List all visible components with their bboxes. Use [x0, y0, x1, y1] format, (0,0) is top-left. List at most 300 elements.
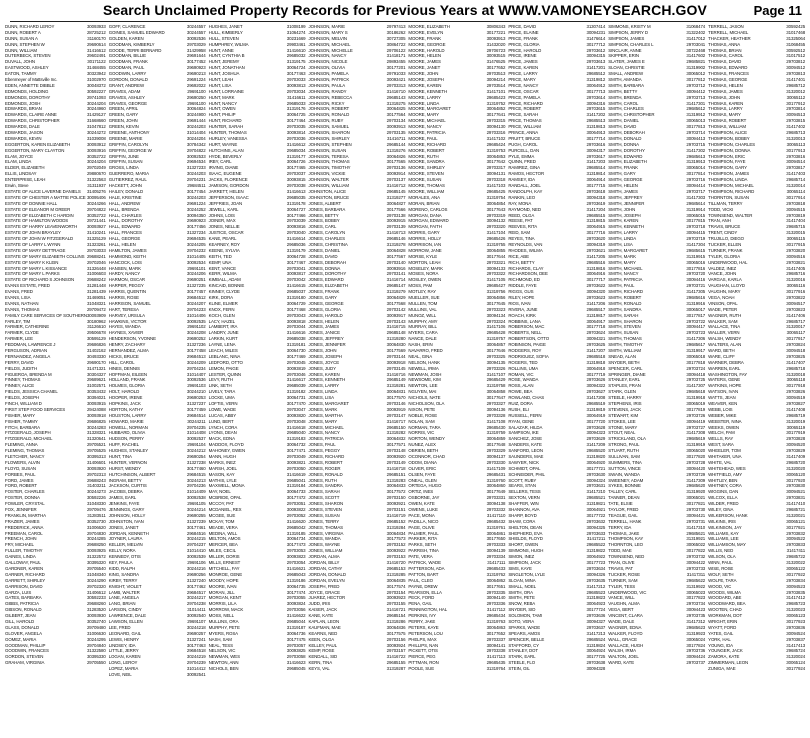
property-id: 29685613: [686, 153, 706, 159]
owner-name: HALL, CHARLES: [108, 212, 142, 218]
owner-name: MURRAY, BILL: [408, 324, 437, 330]
property-id: 30177917: [786, 336, 806, 342]
owner-name: RAMOS, HECTOR: [508, 171, 545, 177]
owner-name: EVANS ESTATE, FRED: [5, 283, 50, 289]
property-id: 29685432: [486, 518, 506, 524]
property-id: 30304327: [86, 371, 106, 377]
property-id: 31319757: [486, 336, 506, 342]
owner-name: GLASS, DONALD: [5, 624, 40, 630]
owner-name: JONES, SCOTT: [308, 495, 340, 501]
owner-name: LAYNE, LENA: [208, 342, 236, 348]
property-id: 30064923: [586, 601, 606, 607]
property-id: 31319762: [486, 571, 506, 577]
owner-name: PATTON, BART: [408, 571, 439, 577]
property-id: 31319280: [386, 336, 406, 342]
owner-name: MOORE, THOMAS: [408, 183, 445, 189]
property-id: 29684514: [186, 412, 206, 418]
owner-name: NGUYEN, MAI: [408, 389, 437, 395]
owner-name: RANKIN, LEO: [508, 194, 536, 200]
property-id: 30094418: [686, 371, 706, 377]
property-id: 29685723: [786, 601, 806, 607]
owner-name: MOORE, MARY: [408, 112, 439, 118]
property-id: 30244219: [186, 654, 206, 660]
owner-name: JONES, RUTH: [308, 477, 337, 483]
property-id: 29685433: [486, 565, 506, 571]
owner-name: MOORE, JANET: [408, 65, 441, 71]
property-id: 29703035: [286, 124, 306, 130]
property-id: 30065018: [686, 353, 706, 359]
property-id: 31319913: [686, 159, 706, 165]
owner-name: NEWELL, IRMA: [408, 365, 439, 371]
property-id: 30177647: [486, 395, 506, 401]
property-id: 30177717: [586, 277, 606, 283]
owner-name: LUCAS, ABBY: [208, 412, 237, 418]
owner-name: EDMONDS, DOROTHY: [5, 94, 51, 100]
owner-name: SMITH, MICHAEL: [608, 265, 643, 271]
property-id: 29703329: [486, 448, 506, 454]
owner-name: PRICE, LARRY: [508, 71, 538, 77]
property-id: 29685721: [786, 507, 806, 513]
owner-name: WALLACE, HUGH: [608, 642, 644, 648]
owner-name: THOMAS, JAKE: [608, 530, 640, 536]
property-id: 30064922: [586, 554, 606, 560]
property-id: 31323261: [86, 241, 106, 247]
property-id: 30093818: [286, 318, 306, 324]
property-id: 31416621: [286, 565, 306, 571]
page-number: Page 11: [753, 3, 802, 18]
owner-name: SMITH, JOHN: [608, 206, 636, 212]
property-id: 31416620: [286, 518, 306, 524]
property-id: 31319823: [586, 595, 606, 601]
owner-name: EVANS, LISA: [5, 294, 31, 300]
property-id: 29690923: [186, 218, 206, 224]
property-id: 31320017: [786, 324, 806, 330]
property-id: 31160170: [87, 35, 106, 41]
property-id: 29703137: [386, 177, 406, 183]
property-id: 30592227: [86, 88, 106, 94]
owner-name: SHIELDS, FLOYD: [508, 536, 543, 542]
owner-name: STEPHENS, IRIS: [608, 401, 642, 406]
owner-name: WYATT, FORD: [708, 624, 737, 630]
owner-name: MAHONEY, GWEN: [208, 448, 246, 454]
property-id: 30177642: [486, 159, 506, 165]
property-id: 30177567: [386, 253, 406, 259]
owner-name: STAFFORD, CY: [508, 642, 540, 648]
property-id: 29685041: [286, 477, 306, 483]
owner-name: JONES, BARBARA: [308, 206, 346, 212]
property-id: 30177713: [586, 88, 606, 94]
property-id: 29703726: [686, 412, 706, 418]
property-id: 31320021: [786, 512, 806, 518]
owner-name: KINNEY, CLYDE: [208, 289, 240, 295]
property-id: 30177568: [386, 300, 406, 306]
property-id: 30093421: [386, 77, 406, 83]
property-id: 31417409: [786, 454, 806, 460]
property-id: 30093915: [86, 401, 106, 406]
property-id: 30094512: [786, 65, 806, 71]
property-id: 29685623: [686, 624, 706, 630]
owner-name: LYNCH, CORA: [208, 424, 238, 430]
owner-name: MANN, HUGH: [208, 454, 236, 460]
owner-name: TURNER, SAM: [608, 577, 638, 583]
property-id: 29685039: [286, 383, 306, 389]
property-id: 29703819: [786, 212, 806, 218]
property-id: 31416714: [386, 277, 406, 283]
property-id: 29685722: [786, 554, 806, 560]
property-id: 29685429: [486, 377, 506, 383]
owner-name: MOORE, MARGARET: [408, 106, 451, 112]
property-id: 29703335: [486, 589, 506, 595]
owner-name: GREEN, KEVIN: [108, 124, 139, 130]
property-id: 29703054: [286, 560, 306, 566]
owner-name: JONES, CHRISTINA: [308, 241, 348, 247]
property-id: 31319177: [286, 153, 306, 159]
property-id: 29703716: [686, 177, 706, 183]
property-id: 30065114: [786, 188, 806, 194]
owner-name: EDWARDS, CHRISTOPHER: [5, 118, 60, 124]
owner-name: SCHMIDT, OPAL: [508, 465, 541, 471]
owner-name: HAYES, WANDA: [108, 324, 141, 330]
property-id: 30093918: [386, 359, 406, 365]
property-id: 29602491: [86, 53, 106, 59]
property-id: 30065012: [686, 71, 706, 77]
property-id: 29703827: [786, 401, 806, 406]
owner-name: PETERSON, LOU: [408, 630, 443, 636]
property-id: 30065014: [686, 165, 706, 171]
property-id: 29703037: [286, 171, 306, 177]
owner-name: JONES, PATRICIA: [308, 436, 344, 442]
property-id: 30244211: [187, 418, 206, 424]
property-id: 29685512: [586, 71, 606, 77]
property-id: 31417405: [786, 265, 806, 271]
property-id: 29703834: [786, 577, 806, 583]
property-id: 31319813: [586, 124, 606, 130]
property-id: 29705550: [86, 660, 106, 666]
property-id: 31319761: [486, 524, 506, 530]
property-id: 30064855: [486, 247, 506, 253]
owner-name: JUDD, IRIS: [308, 601, 331, 607]
property-id: 29685513: [586, 118, 606, 124]
owner-name: JOHNSON, RONALD: [308, 112, 350, 118]
owner-name: SEARS, STAN: [508, 483, 536, 489]
property-id: 31417109: [486, 465, 506, 471]
property-id: 29709472: [86, 306, 106, 312]
owner-name: ROBERTS, NELL: [508, 330, 542, 336]
property-id: 30093916: [386, 265, 406, 271]
property-id: 29702046: [86, 259, 106, 265]
owner-name: JONES, JAMES: [308, 324, 340, 330]
owner-name: EVANS, THOMAS: [5, 306, 40, 312]
property-id: 30064912: [586, 82, 606, 88]
owner-name: MEDINA, WILL: [208, 530, 238, 536]
owner-name: HUNT, JEREMY: [208, 59, 240, 65]
property-id: 30093515: [486, 53, 506, 59]
property-id: 31017468: [786, 29, 806, 35]
records-columns: [5, 24, 805, 736]
property-id: 31325064: [786, 35, 806, 41]
owner-name: ISAAC, EUGENE: [208, 171, 242, 177]
owner-name: MOORE, SANDRA: [408, 159, 445, 165]
owner-name: HURLEY, VANESSA: [208, 135, 248, 141]
property-id: 29690213: [186, 71, 206, 77]
records-column: [109, 24, 206, 736]
property-id: 30177652: [486, 65, 506, 71]
owner-name: MORTON, LEAH: [408, 259, 441, 265]
owner-name: EGGERTON, KAREN ELIZABETH: [5, 141, 71, 147]
owner-name: JOHNSON, TIMOTHY: [308, 165, 351, 171]
property-id: 31319815: [586, 218, 606, 224]
owner-name: MULLINS, VAL: [408, 306, 437, 312]
property-id: 30244209: [186, 359, 206, 365]
property-id: 29685147: [386, 283, 406, 289]
owner-name: FOSTER, DONNA: [5, 495, 40, 501]
owner-name: HOOPER, IRENE: [108, 395, 143, 401]
property-id: 30177648: [486, 442, 506, 448]
owner-name: TEAGUE, GAIL: [608, 512, 638, 518]
property-id: 30095406: [86, 194, 106, 200]
property-id: 31319916: [686, 300, 706, 306]
record-row: [5, 660, 106, 666]
owner-name: MOORE, WILLIAM: [408, 188, 445, 194]
page-header: [0, 0, 810, 22]
owner-name: JOHNSTON, ALICE: [308, 188, 346, 194]
property-id: 30094136: [486, 406, 506, 412]
owner-name: HUGHES, JANET: [208, 24, 243, 29]
owner-name: LACY, HAZEL: [208, 318, 236, 324]
owner-name: SANDERS, KATE: [508, 442, 542, 448]
property-id: 30244203: [186, 194, 206, 200]
owner-name: RIDDLE, FAYE: [508, 283, 537, 289]
property-id: 31014407: [186, 371, 206, 377]
property-id: 31068474: [686, 24, 706, 29]
owner-name: WINN, PAUL: [708, 560, 733, 566]
owner-name: THOMPSON, BOBBY: [708, 135, 750, 141]
property-id: 29684515: [186, 471, 206, 477]
owner-name: JOHNSON, REBECCA: [308, 94, 353, 100]
owner-name: JONES, MARY: [308, 418, 338, 424]
owner-name: GILL, HAROLD: [5, 618, 35, 624]
owner-name: GARZA, LUIS: [5, 589, 32, 595]
owner-name: FRANKLIN, MARTHA: [5, 512, 47, 518]
owner-name: FULLER, TIMOTHY: [5, 548, 43, 554]
owner-name: THOMAS, ANNA: [708, 41, 741, 47]
property-id: 29704822: [86, 206, 106, 212]
owner-name: GREEN, GARY: [108, 112, 139, 118]
property-id: 29685622: [686, 577, 706, 583]
property-id: 30094138: [486, 501, 506, 507]
owner-name: WELLS, RAY: [708, 436, 734, 442]
owner-name: SNEAD, ALAN: [608, 353, 636, 359]
property-id: 29703634: [586, 565, 606, 571]
owner-name: FREDERICK, ANNA: [5, 524, 44, 530]
owner-name: FORD, JAMES: [5, 477, 34, 483]
owner-name: MORROW, MACK: [208, 607, 244, 613]
owner-name: ELAM, JOYCE: [5, 153, 33, 159]
property-id: 30177463: [286, 71, 306, 77]
property-id: 30094326: [586, 571, 606, 577]
property-id: 30177718: [586, 324, 606, 330]
property-id: 31319814: [586, 171, 606, 177]
property-id: 30093923: [386, 595, 406, 601]
property-id: 30064732: [286, 442, 306, 448]
property-id: 30093917: [386, 312, 406, 318]
owner-name: PEARSON, ELLA: [408, 589, 442, 595]
owner-name: FOSTER, CHARLES: [5, 489, 45, 495]
property-id: 31417411: [786, 548, 806, 554]
property-id: 29703322: [486, 271, 506, 277]
owner-name: HUFF, RACHEL: [108, 442, 139, 448]
owner-name: HUNT, LEAH: [208, 77, 234, 83]
property-id: 29703712: [686, 82, 706, 88]
property-id: 30244215: [186, 536, 206, 542]
owner-name: GOODMAN, KIMBERLY: [108, 41, 155, 47]
owner-name: ESTATE OF CHESTER A MATTIE POLICE: [5, 194, 86, 200]
owner-name: HART, TERESA: [108, 306, 139, 312]
property-id: 29685152: [386, 518, 406, 524]
owner-name: FISHER, MARY: [5, 412, 35, 418]
owner-name: GUERRERO, MARIA: [108, 171, 149, 177]
owner-name: FARMER, LEE: [5, 336, 33, 342]
owner-name: ELDER, ELIZABETH: [5, 165, 45, 171]
owner-name: THOMAS, MARY: [708, 112, 741, 118]
owner-name: RODRIGUEZ, SOFIA: [508, 353, 549, 359]
owner-name: PATTERSON, ADA: [408, 565, 445, 571]
property-id: 30244205: [186, 241, 206, 247]
owner-name: HICKS, BRUCE: [108, 353, 139, 359]
property-id: 29703149: [386, 459, 406, 465]
owner-name: HACKETT, JOHN: [108, 183, 142, 189]
property-id: 29703732: [686, 554, 706, 560]
property-id: 29703513: [486, 71, 506, 77]
property-id: 30352722: [86, 153, 106, 159]
property-id: 31417108: [486, 418, 506, 424]
property-id: 30177457: [186, 289, 206, 295]
property-id: 31417306: [686, 336, 706, 342]
property-id: 29703824: [786, 342, 806, 348]
property-id: 29685151: [386, 471, 406, 477]
property-id: 29703614: [586, 94, 606, 100]
owner-name: JOHNSON, TERESA: [308, 153, 349, 159]
property-id: 30064833: [386, 483, 406, 489]
property-id: 29706122: [386, 47, 406, 53]
owner-name: MILLS, ERNEST: [208, 560, 241, 566]
owner-name: GOFF, CLARENCE: [108, 24, 146, 29]
property-id: 30177722: [586, 512, 606, 518]
property-id: 29703047: [286, 406, 306, 412]
property-id: 29705525: [86, 448, 106, 454]
property-id: 30177462: [186, 583, 206, 589]
property-id: 30094414: [686, 183, 706, 189]
owner-name: RHODES, WILMA: [508, 247, 543, 253]
owner-name: FLETCHER, NANCY: [5, 454, 45, 460]
property-id: 29703153: [386, 554, 406, 560]
property-id: 31002571: [86, 383, 106, 389]
property-id: 30094135: [486, 359, 506, 365]
owner-name: JARRETT, HELEN: [208, 188, 244, 194]
property-id: 30093814: [286, 130, 306, 136]
property-id: 31014409: [186, 489, 206, 495]
owner-name: ESTATE OF DONNIE HALL: [5, 200, 58, 206]
owner-name: GARRETT, SHIRLEY: [5, 577, 46, 583]
owner-name: NAVARRO, FRED: [408, 347, 443, 353]
owner-name: JOINER, MAX: [208, 218, 236, 224]
owner-name: GREENE, MARIE: [108, 135, 143, 141]
property-id: 30092536: [186, 35, 206, 41]
property-id: 29703615: [586, 106, 606, 112]
property-id: 31416716: [386, 371, 406, 377]
owner-name: PERKINS, IVY: [408, 613, 437, 619]
owner-name: HUGHES, STANLEY: [108, 448, 149, 454]
owner-name: SUTTON, VINCE: [608, 465, 641, 471]
owner-name: SMITH, CAROL: [608, 100, 639, 106]
property-id: 31319918: [686, 395, 706, 401]
owner-name: RICHMOND, ED: [508, 277, 540, 283]
property-id: 30177822: [686, 548, 706, 554]
property-id: 31319818: [586, 359, 606, 365]
property-id: 31319180: [286, 294, 306, 300]
property-id: 30094421: [686, 512, 706, 518]
owner-name: ROSE, WANDA: [508, 377, 539, 383]
property-id: 31429127: [86, 112, 106, 118]
property-id: 31417209: [586, 442, 606, 448]
property-id: 31416712: [386, 183, 406, 189]
owner-name: NASH, ERIN: [408, 342, 433, 348]
property-id: 31281439: [86, 289, 106, 295]
owner-name: LYONS, DEAN: [208, 430, 237, 436]
property-id: 31327233: [186, 165, 206, 171]
property-id: 30093909: [86, 312, 106, 318]
owner-name: JOHNS, LOIS: [208, 212, 235, 218]
property-id: 30177471: [286, 448, 306, 454]
property-id: 29703822: [786, 294, 806, 300]
property-id: 30064924: [586, 648, 606, 654]
property-id: 31319187: [286, 624, 306, 630]
property-id: 29688250: [86, 542, 106, 548]
owner-name: JONES, DOROTHY: [308, 271, 347, 277]
property-id: 30177721: [586, 465, 606, 471]
property-id: 30064731: [286, 395, 306, 401]
owner-name: GOODWIN, FRANCES: [5, 648, 49, 654]
property-id: 31281448: [86, 283, 106, 289]
owner-name: STEVENS, JACK: [608, 406, 642, 412]
owner-name: WALLACE, TINA: [708, 324, 741, 330]
property-id: 29703320: [486, 224, 506, 230]
owner-name: SCOTT, RUBY: [508, 477, 537, 483]
owner-name: WILLIAMSON, MAY: [708, 542, 746, 548]
owner-name: SMITH, LARRY: [608, 230, 638, 236]
property-id: 31432020: [486, 41, 506, 47]
owner-name: WALL, GRACE: [608, 636, 637, 642]
property-id: 31417413: [786, 642, 806, 648]
property-id: 30177454: [186, 188, 206, 194]
owner-name: JONES, SHARON: [308, 501, 344, 507]
owner-name: MOORE, ELIZABETH: [408, 24, 450, 29]
owner-name: SNYDER, SID: [508, 607, 536, 613]
owner-name: LIVELY, TARA: [208, 389, 236, 395]
owner-name: JONES, DEBORAH: [308, 259, 346, 265]
property-id: 30177459: [186, 406, 206, 412]
property-id: 29688243: [86, 477, 106, 483]
owner-name: HAYNES, XAVIER: [108, 330, 144, 336]
owner-name: KIRK, DORA: [208, 294, 233, 300]
property-id: 29690256: [186, 571, 206, 577]
owner-name: LEBLANC, NINA: [208, 353, 241, 359]
property-id: 30064728: [286, 253, 306, 259]
property-id: 31416713: [386, 230, 406, 236]
property-id: 30177465: [286, 165, 306, 171]
property-id: 31476525: [486, 59, 506, 65]
property-id: 30177458: [186, 347, 206, 353]
